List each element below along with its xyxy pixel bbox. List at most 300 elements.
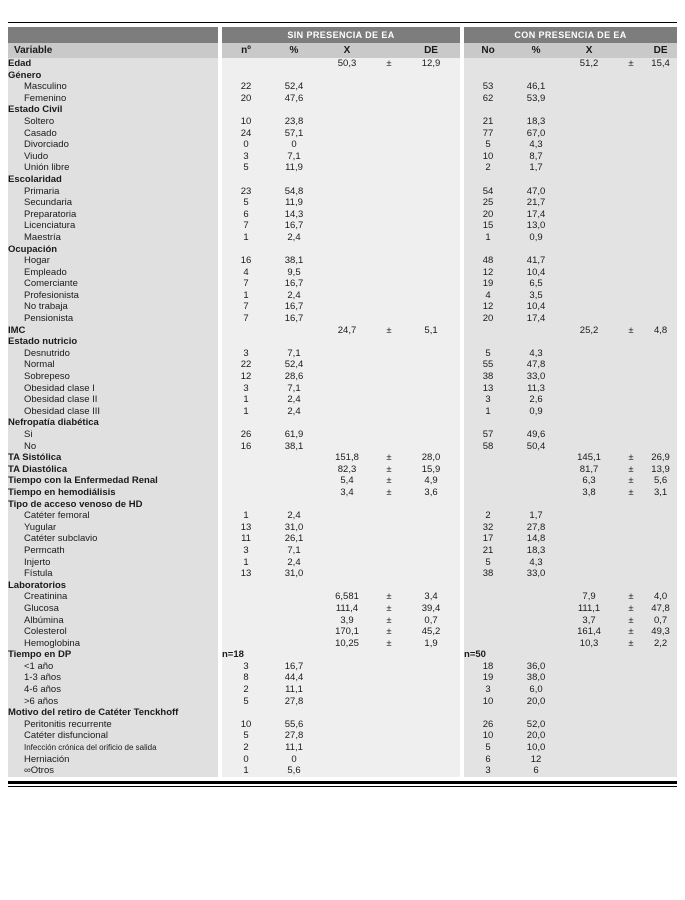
row-right-pct: 27,8 — [512, 522, 560, 534]
row-right-de: 15,4 — [644, 58, 677, 70]
row-left-pct — [270, 336, 318, 348]
row-right-pct — [512, 580, 560, 592]
row-right-plusminus — [618, 661, 644, 673]
row-right-de — [644, 244, 677, 256]
row-right-de — [644, 522, 677, 534]
row-left-plusminus — [376, 255, 402, 267]
row-right-n: 19 — [464, 278, 512, 290]
row-left-n: 7 — [222, 220, 270, 232]
row-right-n: 17 — [464, 533, 512, 545]
row-right-mean — [560, 545, 618, 557]
row-right-de — [644, 533, 677, 545]
row-left-plusminus: ± — [376, 487, 402, 499]
row-right-mean — [560, 313, 618, 325]
row-right-mean — [560, 278, 618, 290]
row-left-mean — [318, 406, 376, 418]
row-right-de — [644, 568, 677, 580]
row-right-mean — [560, 649, 618, 661]
row-left-de: 28,0 — [402, 452, 460, 464]
row-label: Obesidad clase III — [8, 406, 218, 418]
row-left-n: 10 — [222, 719, 270, 731]
row-label: Unión libre — [8, 162, 218, 174]
row-right-plusminus — [618, 730, 644, 742]
row-left-plusminus — [376, 209, 402, 221]
row-left-mean — [318, 557, 376, 569]
row-left-pct: 38,1 — [270, 255, 318, 267]
table-row — [8, 383, 677, 395]
row-right-mean — [560, 348, 618, 360]
table-row — [8, 557, 677, 569]
row-left-pct — [270, 452, 318, 464]
table-row — [8, 707, 677, 719]
row-label: TA Diastólica — [8, 464, 218, 476]
row-left-mean — [318, 301, 376, 313]
row-right-de: 0,7 — [644, 615, 677, 627]
row-left-n: 1 — [222, 406, 270, 418]
row-right-plusminus — [618, 220, 644, 232]
row-left-pct: 47,6 — [270, 93, 318, 105]
row-left-pct — [270, 325, 318, 337]
row-right-de — [644, 104, 677, 116]
row-left-mean: 10,25 — [318, 638, 376, 650]
statistics-table — [8, 27, 677, 777]
table-row — [8, 522, 677, 534]
row-left-n — [222, 336, 270, 348]
row-left-de — [402, 649, 460, 661]
row-left-pct: 28,6 — [270, 371, 318, 383]
row-left-mean — [318, 661, 376, 673]
row-right-mean — [560, 580, 618, 592]
row-left-plusminus — [376, 568, 402, 580]
row-right-pct: 33,0 — [512, 371, 560, 383]
row-label: Desnutrido — [8, 348, 218, 360]
row-right-plusminus — [618, 522, 644, 534]
row-right-plusminus — [618, 707, 644, 719]
row-left-n: 13 — [222, 522, 270, 534]
row-label: Tiempo con la Enfermedad Renal — [8, 475, 218, 487]
table-row — [8, 638, 677, 650]
table-row — [8, 499, 677, 511]
row-left-mean: 24,7 — [318, 325, 376, 337]
row-right-plusminus — [618, 394, 644, 406]
row-left-de: 4,9 — [402, 475, 460, 487]
row-right-plusminus — [618, 244, 644, 256]
row-right-mean — [560, 719, 618, 731]
row-right-de — [644, 348, 677, 360]
row-right-de — [644, 696, 677, 708]
row-right-de: 49,3 — [644, 626, 677, 638]
row-left-mean — [318, 128, 376, 140]
row-left-plusminus — [376, 348, 402, 360]
row-left-plusminus: ± — [376, 325, 402, 337]
row-right-plusminus — [618, 116, 644, 128]
row-label: Escolaridad — [8, 174, 218, 186]
row-right-mean — [560, 672, 618, 684]
row-right-plusminus — [618, 278, 644, 290]
row-left-n — [222, 244, 270, 256]
row-left-plusminus — [376, 510, 402, 522]
column-header-right-pct: % — [512, 43, 560, 58]
row-right-n: 20 — [464, 209, 512, 221]
row-right-pct — [512, 174, 560, 186]
row-label: ∞Otros — [8, 765, 218, 777]
row-left-de — [402, 244, 460, 256]
row-right-pct — [512, 487, 560, 499]
row-left-de: 15,9 — [402, 464, 460, 476]
row-left-pct — [270, 580, 318, 592]
row-left-pct: 16,7 — [270, 301, 318, 313]
row-right-mean — [560, 255, 618, 267]
table-row — [8, 81, 677, 93]
row-right-plusminus — [618, 371, 644, 383]
row-right-de: 4,8 — [644, 325, 677, 337]
row-left-n — [222, 603, 270, 615]
row-right-plusminus — [618, 348, 644, 360]
row-left-n: 1 — [222, 290, 270, 302]
table-row — [8, 441, 677, 453]
row-right-n — [464, 70, 512, 82]
table-row — [8, 104, 677, 116]
row-left-pct: 0 — [270, 139, 318, 151]
column-header-right-de: DE — [644, 43, 677, 58]
row-right-plusminus — [618, 499, 644, 511]
row-right-n: 25 — [464, 197, 512, 209]
row-left-n: 22 — [222, 81, 270, 93]
row-right-pct: 1,7 — [512, 162, 560, 174]
row-right-plusminus — [618, 232, 644, 244]
row-label: Profesionista — [8, 290, 218, 302]
row-left-n — [222, 174, 270, 186]
row-label: Maestría — [8, 232, 218, 244]
row-left-pct: 52,4 — [270, 359, 318, 371]
table-row — [8, 58, 677, 70]
row-left-de — [402, 568, 460, 580]
row-left-pct: 7,1 — [270, 151, 318, 163]
row-right-plusminus — [618, 151, 644, 163]
row-left-plusminus: ± — [376, 638, 402, 650]
row-right-de — [644, 93, 677, 105]
row-left-n: 3 — [222, 151, 270, 163]
row-left-n: 7 — [222, 313, 270, 325]
row-label: Infección crónica del orificio de salida — [8, 742, 218, 754]
row-right-mean — [560, 417, 618, 429]
row-left-n: 0 — [222, 754, 270, 766]
row-left-de — [402, 557, 460, 569]
row-left-plusminus: ± — [376, 591, 402, 603]
row-right-plusminus — [618, 754, 644, 766]
row-right-mean — [560, 104, 618, 116]
row-left-de — [402, 730, 460, 742]
row-right-n: 5 — [464, 557, 512, 569]
row-left-mean — [318, 383, 376, 395]
row-left-pct: 31,0 — [270, 568, 318, 580]
row-right-pct: 10,4 — [512, 267, 560, 279]
row-right-n: 38 — [464, 371, 512, 383]
row-right-pct — [512, 70, 560, 82]
row-right-de — [644, 510, 677, 522]
row-left-de — [402, 533, 460, 545]
row-right-plusminus — [618, 70, 644, 82]
row-right-pct: 17,4 — [512, 209, 560, 221]
row-left-pct — [270, 649, 318, 661]
table-row — [8, 232, 677, 244]
row-right-de — [644, 313, 677, 325]
row-left-de — [402, 93, 460, 105]
row-left-plusminus — [376, 301, 402, 313]
row-left-plusminus: ± — [376, 452, 402, 464]
row-right-pct: 4,3 — [512, 348, 560, 360]
row-right-mean — [560, 174, 618, 186]
row-right-plusminus: ± — [618, 452, 644, 464]
row-left-plusminus — [376, 151, 402, 163]
table-row — [8, 684, 677, 696]
table-row — [8, 359, 677, 371]
row-left-n: 4 — [222, 267, 270, 279]
row-left-plusminus — [376, 174, 402, 186]
row-right-plusminus — [618, 742, 644, 754]
row-right-mean: 25,2 — [560, 325, 618, 337]
row-right-pct: 8,7 — [512, 151, 560, 163]
column-header-variable: Variable — [8, 43, 218, 58]
row-label: Herniación — [8, 754, 218, 766]
row-left-mean — [318, 580, 376, 592]
row-right-pct — [512, 626, 560, 638]
row-right-pct: 10,4 — [512, 301, 560, 313]
row-right-pct: 4,3 — [512, 139, 560, 151]
row-label: Catéter disfuncional — [8, 730, 218, 742]
row-left-mean — [318, 684, 376, 696]
row-right-de — [644, 684, 677, 696]
row-right-plusminus: ± — [618, 603, 644, 615]
row-right-de — [644, 417, 677, 429]
row-right-mean — [560, 522, 618, 534]
row-right-pct: 1,7 — [512, 510, 560, 522]
row-left-de — [402, 383, 460, 395]
row-left-de — [402, 429, 460, 441]
table-row — [8, 93, 677, 105]
table-row — [8, 742, 677, 754]
row-right-pct: 53,9 — [512, 93, 560, 105]
row-left-de — [402, 394, 460, 406]
row-left-mean — [318, 754, 376, 766]
table-row — [8, 301, 677, 313]
row-right-plusminus — [618, 313, 644, 325]
row-left-mean — [318, 197, 376, 209]
row-right-n: 77 — [464, 128, 512, 140]
row-right-de — [644, 557, 677, 569]
row-left-mean — [318, 348, 376, 360]
row-left-mean: 170,1 — [318, 626, 376, 638]
row-left-pct: 5,6 — [270, 765, 318, 777]
row-label: No trabaja — [8, 301, 218, 313]
row-right-n — [464, 591, 512, 603]
row-left-n: 8 — [222, 672, 270, 684]
row-right-plusminus — [618, 383, 644, 395]
row-left-plusminus — [376, 70, 402, 82]
row-right-plusminus: ± — [618, 615, 644, 627]
column-header-left-n: nº — [222, 43, 270, 58]
row-right-mean — [560, 533, 618, 545]
row-right-pct — [512, 104, 560, 116]
row-label: Glucosa — [8, 603, 218, 615]
top-horizontal-rule — [8, 22, 677, 23]
row-right-mean: 3,7 — [560, 615, 618, 627]
row-label: Obesidad clase II — [8, 394, 218, 406]
row-left-de — [402, 209, 460, 221]
row-right-de — [644, 255, 677, 267]
table-head — [8, 27, 677, 58]
row-left-pct: 0 — [270, 754, 318, 766]
row-left-plusminus — [376, 417, 402, 429]
row-left-plusminus — [376, 81, 402, 93]
row-left-de — [402, 371, 460, 383]
row-right-plusminus — [618, 533, 644, 545]
bottom-rule-thick — [8, 781, 677, 784]
row-label: Licenciatura — [8, 220, 218, 232]
row-right-n — [464, 638, 512, 650]
row-right-de — [644, 429, 677, 441]
row-right-n — [464, 499, 512, 511]
row-right-mean — [560, 359, 618, 371]
row-left-n: 16 — [222, 255, 270, 267]
row-right-de — [644, 359, 677, 371]
row-left-n: 7 — [222, 301, 270, 313]
row-label: IMC — [8, 325, 218, 337]
row-right-n — [464, 58, 512, 70]
row-right-mean — [560, 684, 618, 696]
row-label: Femenino — [8, 93, 218, 105]
row-right-mean — [560, 754, 618, 766]
row-right-de — [644, 139, 677, 151]
row-left-mean — [318, 394, 376, 406]
column-header-left-mean: X — [318, 43, 376, 58]
row-label: Preparatoria — [8, 209, 218, 221]
row-left-pct: 11,1 — [270, 742, 318, 754]
row-right-n: 5 — [464, 348, 512, 360]
table-row — [8, 209, 677, 221]
row-left-mean — [318, 267, 376, 279]
row-left-pct: 26,1 — [270, 533, 318, 545]
row-left-pct: 16,7 — [270, 661, 318, 673]
row-right-de: 26,9 — [644, 452, 677, 464]
table-row — [8, 719, 677, 731]
row-left-n — [222, 626, 270, 638]
row-left-n: 1 — [222, 557, 270, 569]
row-left-plusminus — [376, 232, 402, 244]
row-left-n — [222, 452, 270, 464]
table-row — [8, 452, 677, 464]
table-row — [8, 730, 677, 742]
row-right-plusminus — [618, 568, 644, 580]
row-right-plusminus — [618, 174, 644, 186]
row-right-de — [644, 499, 677, 511]
row-left-mean: 50,3 — [318, 58, 376, 70]
row-right-n — [464, 452, 512, 464]
row-right-plusminus — [618, 510, 644, 522]
row-right-n: 20 — [464, 313, 512, 325]
row-left-mean — [318, 696, 376, 708]
row-right-mean — [560, 267, 618, 279]
row-right-plusminus — [618, 406, 644, 418]
row-left-mean — [318, 441, 376, 453]
table-row — [8, 128, 677, 140]
row-left-de — [402, 139, 460, 151]
row-left-pct: 14,3 — [270, 209, 318, 221]
row-right-n — [464, 475, 512, 487]
row-label: 1-3 años — [8, 672, 218, 684]
row-left-de — [402, 174, 460, 186]
row-right-de — [644, 220, 677, 232]
row-right-plusminus: ± — [618, 58, 644, 70]
row-label: No — [8, 441, 218, 453]
row-label: Laboratorios — [8, 580, 218, 592]
row-right-n: 3 — [464, 394, 512, 406]
row-left-plusminus — [376, 684, 402, 696]
row-label: Primaria — [8, 186, 218, 198]
row-left-pct: 2,4 — [270, 557, 318, 569]
row-left-pct: 16,7 — [270, 313, 318, 325]
row-right-mean — [560, 197, 618, 209]
row-left-n: 2 — [222, 684, 270, 696]
row-right-n: 54 — [464, 186, 512, 198]
row-left-mean — [318, 139, 376, 151]
row-right-n: 53 — [464, 81, 512, 93]
row-right-mean — [560, 209, 618, 221]
row-left-plusminus: ± — [376, 626, 402, 638]
row-label: Viudo — [8, 151, 218, 163]
row-right-de: 47,8 — [644, 603, 677, 615]
row-right-n — [464, 603, 512, 615]
row-left-mean — [318, 313, 376, 325]
table-row — [8, 696, 677, 708]
row-right-de — [644, 383, 677, 395]
row-right-de — [644, 765, 677, 777]
row-label: Casado — [8, 128, 218, 140]
row-right-pct: 52,0 — [512, 719, 560, 731]
row-right-pct: 6 — [512, 765, 560, 777]
row-left-n — [222, 58, 270, 70]
row-right-pct: 33,0 — [512, 568, 560, 580]
row-left-mean — [318, 278, 376, 290]
row-right-n: 48 — [464, 255, 512, 267]
table-row — [8, 151, 677, 163]
row-right-n — [464, 626, 512, 638]
row-left-mean — [318, 81, 376, 93]
row-right-n: 18 — [464, 661, 512, 673]
row-left-plusminus: ± — [376, 464, 402, 476]
row-left-n: 24 — [222, 128, 270, 140]
row-left-pct: 27,8 — [270, 696, 318, 708]
row-left-plusminus — [376, 336, 402, 348]
row-label: Estado nutricio — [8, 336, 218, 348]
column-header-right-pm-spacer — [618, 43, 644, 58]
row-right-mean: 111,1 — [560, 603, 618, 615]
row-left-plusminus: ± — [376, 603, 402, 615]
row-right-n — [464, 325, 512, 337]
row-label: Catéter femoral — [8, 510, 218, 522]
row-left-pct: 11,1 — [270, 684, 318, 696]
table-row — [8, 487, 677, 499]
row-right-de — [644, 754, 677, 766]
row-right-plusminus — [618, 580, 644, 592]
row-right-mean — [560, 394, 618, 406]
table-row — [8, 336, 677, 348]
row-left-mean — [318, 707, 376, 719]
row-right-de: 2,2 — [644, 638, 677, 650]
row-right-de — [644, 649, 677, 661]
row-right-pct: 6,5 — [512, 278, 560, 290]
row-left-n: 16 — [222, 441, 270, 453]
